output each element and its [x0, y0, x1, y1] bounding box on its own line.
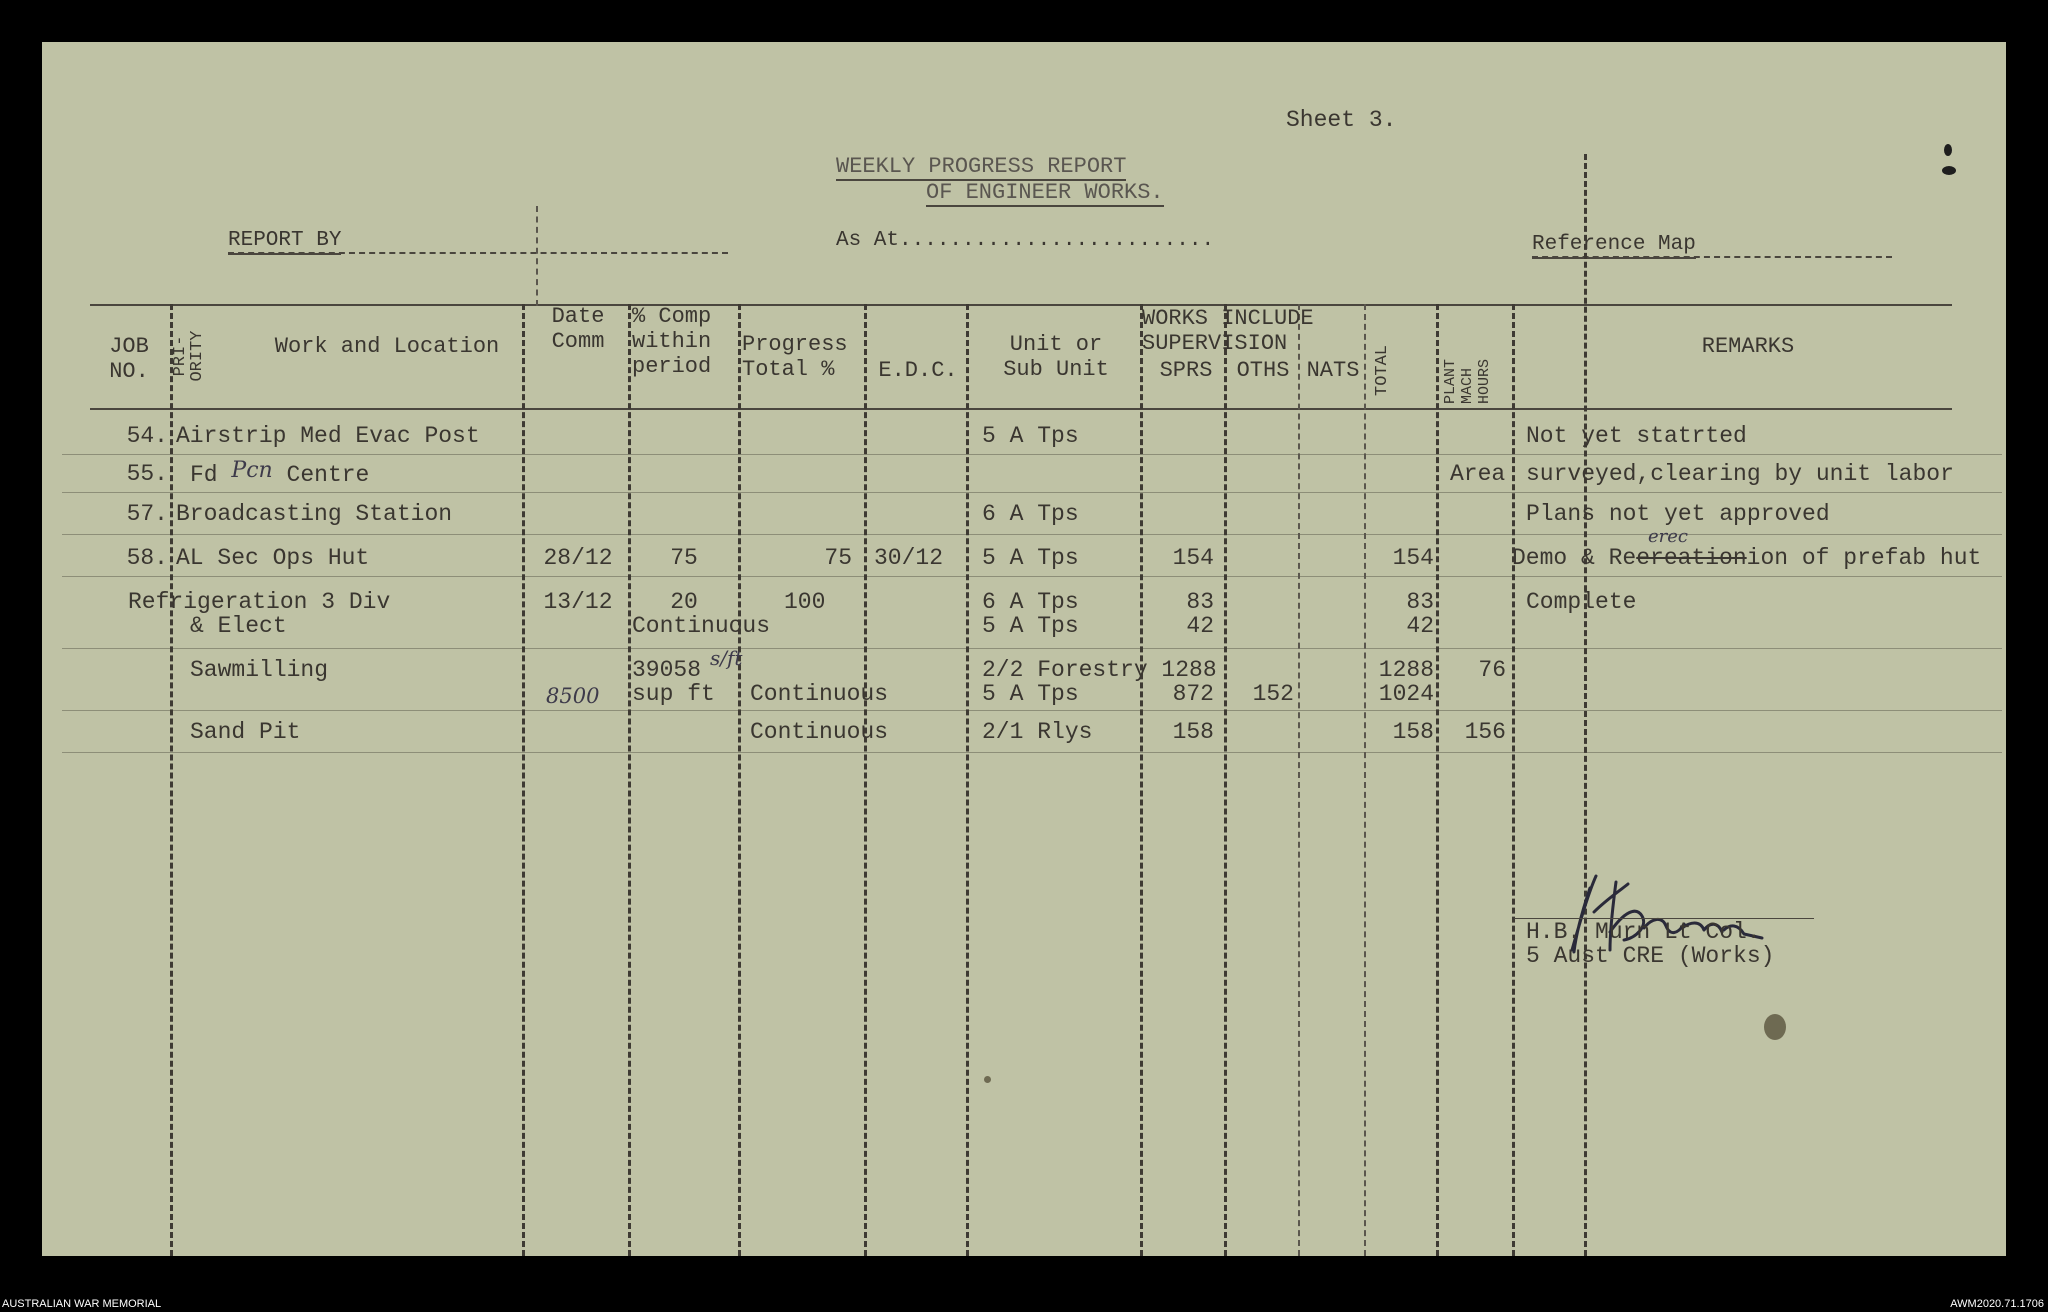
row-55-work-suffix: Centre: [286, 462, 370, 488]
row-58-job: 58.: [126, 545, 168, 571]
row-rule: [62, 710, 2002, 711]
sawmilling-progress-line2: Continuous: [750, 681, 889, 707]
column-rule: [966, 304, 969, 1256]
column-rule: [1224, 304, 1227, 1256]
row-rule: [62, 534, 2002, 535]
archive-footer: [0, 1296, 2048, 1312]
refrigeration-pct: 20: [670, 589, 698, 615]
row-54-remarks: Not yet statrted: [1526, 423, 1747, 449]
header-total: TOTAL: [1373, 344, 1392, 396]
paper-speck: [1764, 1014, 1786, 1040]
sawmilling-total: 1288: [1378, 657, 1434, 683]
row-55-job: 55.: [126, 461, 168, 487]
paper-speck: [984, 1076, 991, 1083]
row-rule: [62, 648, 2002, 649]
header-remarks: REMARKS: [1701, 334, 1795, 359]
header-edc: E.D.C.: [878, 358, 958, 383]
refrigeration-total: 83: [1406, 589, 1434, 615]
paper-speck: [1944, 144, 1952, 156]
sheet-number: Sheet 3.: [1286, 107, 1397, 133]
column-rule: [628, 304, 631, 1256]
row-rule: [62, 454, 2002, 455]
row-58-remarks-prefix: Demo & Re: [1512, 545, 1637, 571]
refrigeration-sprs: 83: [1186, 589, 1214, 615]
header-unit: Unit or Sub Unit: [1003, 332, 1109, 382]
table-header-rule: [90, 408, 1952, 410]
header-plant: [1442, 308, 1493, 404]
column-rule: [1140, 304, 1143, 1256]
row-55-handwritten: Pcn: [231, 458, 273, 483]
footer-accession-number: AWM2020.71.1706: [1950, 1298, 2044, 1310]
row-57-job: 57.: [126, 501, 168, 527]
sawmilling-pct-line2: sup ft: [632, 681, 715, 707]
row-55-work: [190, 458, 370, 488]
sandpit-plant: 156: [1464, 719, 1506, 745]
row-58-handwritten-insert: erec: [1648, 526, 1688, 547]
row-58-remarks-struck: ereation: [1636, 545, 1747, 571]
column-rule: [738, 304, 741, 1256]
refrigeration-date: 13/12: [543, 589, 613, 615]
row-58-unit: 5 A Tps: [982, 545, 1079, 571]
signatory-name: H.B. Murn Lt Col.: [1526, 919, 1761, 945]
row-rule: [62, 576, 2002, 577]
header-pct-comp: % Comp within period: [632, 304, 712, 379]
sandpit-sprs: 158: [1172, 719, 1214, 745]
signatory-unit: 5 Aust CRE (Works): [1526, 943, 1775, 969]
row-58-progress: 75: [824, 545, 852, 571]
sawmilling-handwritten-figure: 8500: [546, 684, 600, 708]
header-sprs: SPRS: [1159, 358, 1213, 383]
sawmilling-total-line2: 1024: [1378, 681, 1434, 707]
header-progress: Progress Total %: [742, 332, 848, 382]
column-rule: [522, 304, 525, 1256]
row-58-edc: 30/12: [874, 545, 944, 571]
document-sheet: [42, 42, 2006, 1256]
refrigeration-unit-line2: 5 A Tps: [982, 613, 1079, 639]
sandpit-unit: 2/1 Rlys: [982, 719, 1093, 745]
sawmilling-plant: 76: [1478, 657, 1506, 683]
header-plant-text: PLANT MACH HOURS: [1442, 358, 1493, 404]
as-at-label: As At.........................: [836, 229, 1215, 252]
header-priority-text: PRI- ORITY: [171, 330, 207, 382]
row-54-work: Airstrip Med Evac Post: [176, 423, 480, 449]
sawmilling-pct: 39058: [632, 657, 702, 683]
sawmilling-handwritten-unit: s/ft: [710, 646, 743, 670]
row-57-remarks: Plans not yet approved: [1526, 501, 1830, 527]
refrigeration-remarks: Complete: [1526, 589, 1637, 615]
row-58-sprs: 154: [1172, 545, 1214, 571]
row-55-plant: Area: [1450, 461, 1506, 487]
report-title-line2: OF ENGINEER WORKS.: [926, 180, 1164, 205]
sandpit-progress: Continuous: [750, 719, 889, 745]
refrigeration-unit: 6 A Tps: [982, 589, 1079, 615]
report-title-line1: WEEKLY PROGRESS REPORT: [836, 154, 1127, 179]
footer-institution: AUSTRALIAN WAR MEMORIAL: [2, 1298, 162, 1310]
paper-speck: [1942, 166, 1956, 175]
row-rule: [62, 752, 2002, 753]
sandpit-work: Sand Pit: [190, 719, 301, 745]
row-55-work-prefix: Fd: [190, 462, 218, 488]
row-57-work: Broadcasting Station: [176, 501, 453, 527]
header-work-location: Work and Location: [274, 334, 500, 359]
header-works-include: WORKS INCLUDE SUPERVISION: [1142, 306, 1314, 356]
sandpit-total: 158: [1392, 719, 1434, 745]
table-top-rule: [90, 304, 1952, 306]
row-58-work: AL Sec Ops Hut: [176, 545, 370, 571]
row-58-pct: 75: [670, 545, 698, 571]
row-54-unit: 5 A Tps: [982, 423, 1079, 449]
header-date-comm: Date Comm: [551, 304, 605, 354]
column-rule: [536, 206, 538, 306]
column-rule: [864, 304, 867, 1256]
sawmilling-unit: 2/2 Forestry 1288: [982, 657, 1217, 683]
refrigeration-total-line2: 42: [1406, 613, 1434, 639]
refrigeration-sprs-line2: 42: [1186, 613, 1214, 639]
sawmilling-sprs-line2: 872: [1172, 681, 1214, 707]
column-rule: [1364, 304, 1366, 1256]
refrigeration-progress: 100: [784, 589, 826, 615]
column-rule: [1298, 304, 1300, 1256]
refrigeration-pct-line2: Continuous: [632, 613, 771, 639]
row-54-job: 54.: [126, 423, 168, 449]
row-58-remarks-suffix: ion of prefab hut: [1746, 545, 1982, 571]
column-rule: [1584, 154, 1587, 1256]
refrigeration-work: Refrigeration 3 Div: [128, 589, 391, 615]
row-57-unit: 6 A Tps: [982, 501, 1079, 527]
column-rule: [170, 304, 173, 1256]
row-58-remarks: [1512, 546, 1981, 571]
row-58-total: 154: [1392, 545, 1434, 571]
sawmilling-oths-line2: 152: [1252, 681, 1294, 707]
column-rule: [1436, 304, 1439, 1256]
reference-map-label: Reference Map: [1532, 232, 1696, 259]
header-nats: NATS: [1306, 358, 1360, 383]
sawmilling-unit-line2: 5 A Tps: [982, 681, 1079, 707]
header-oths: OTHS: [1236, 358, 1290, 383]
row-55-remarks: surveyed,clearing by unit labor: [1526, 461, 1954, 487]
header-job-no: JOB NO.: [109, 334, 149, 384]
sawmilling-work: Sawmilling: [190, 657, 329, 683]
report-by-label: REPORT BY: [228, 228, 341, 255]
column-rule: [1512, 304, 1515, 1256]
header-priority: [172, 308, 206, 404]
row-58-date: 28/12: [543, 545, 613, 571]
report-by-line: [228, 252, 728, 254]
row-rule: [62, 492, 2002, 493]
refrigeration-work-line2: & Elect: [190, 613, 287, 639]
